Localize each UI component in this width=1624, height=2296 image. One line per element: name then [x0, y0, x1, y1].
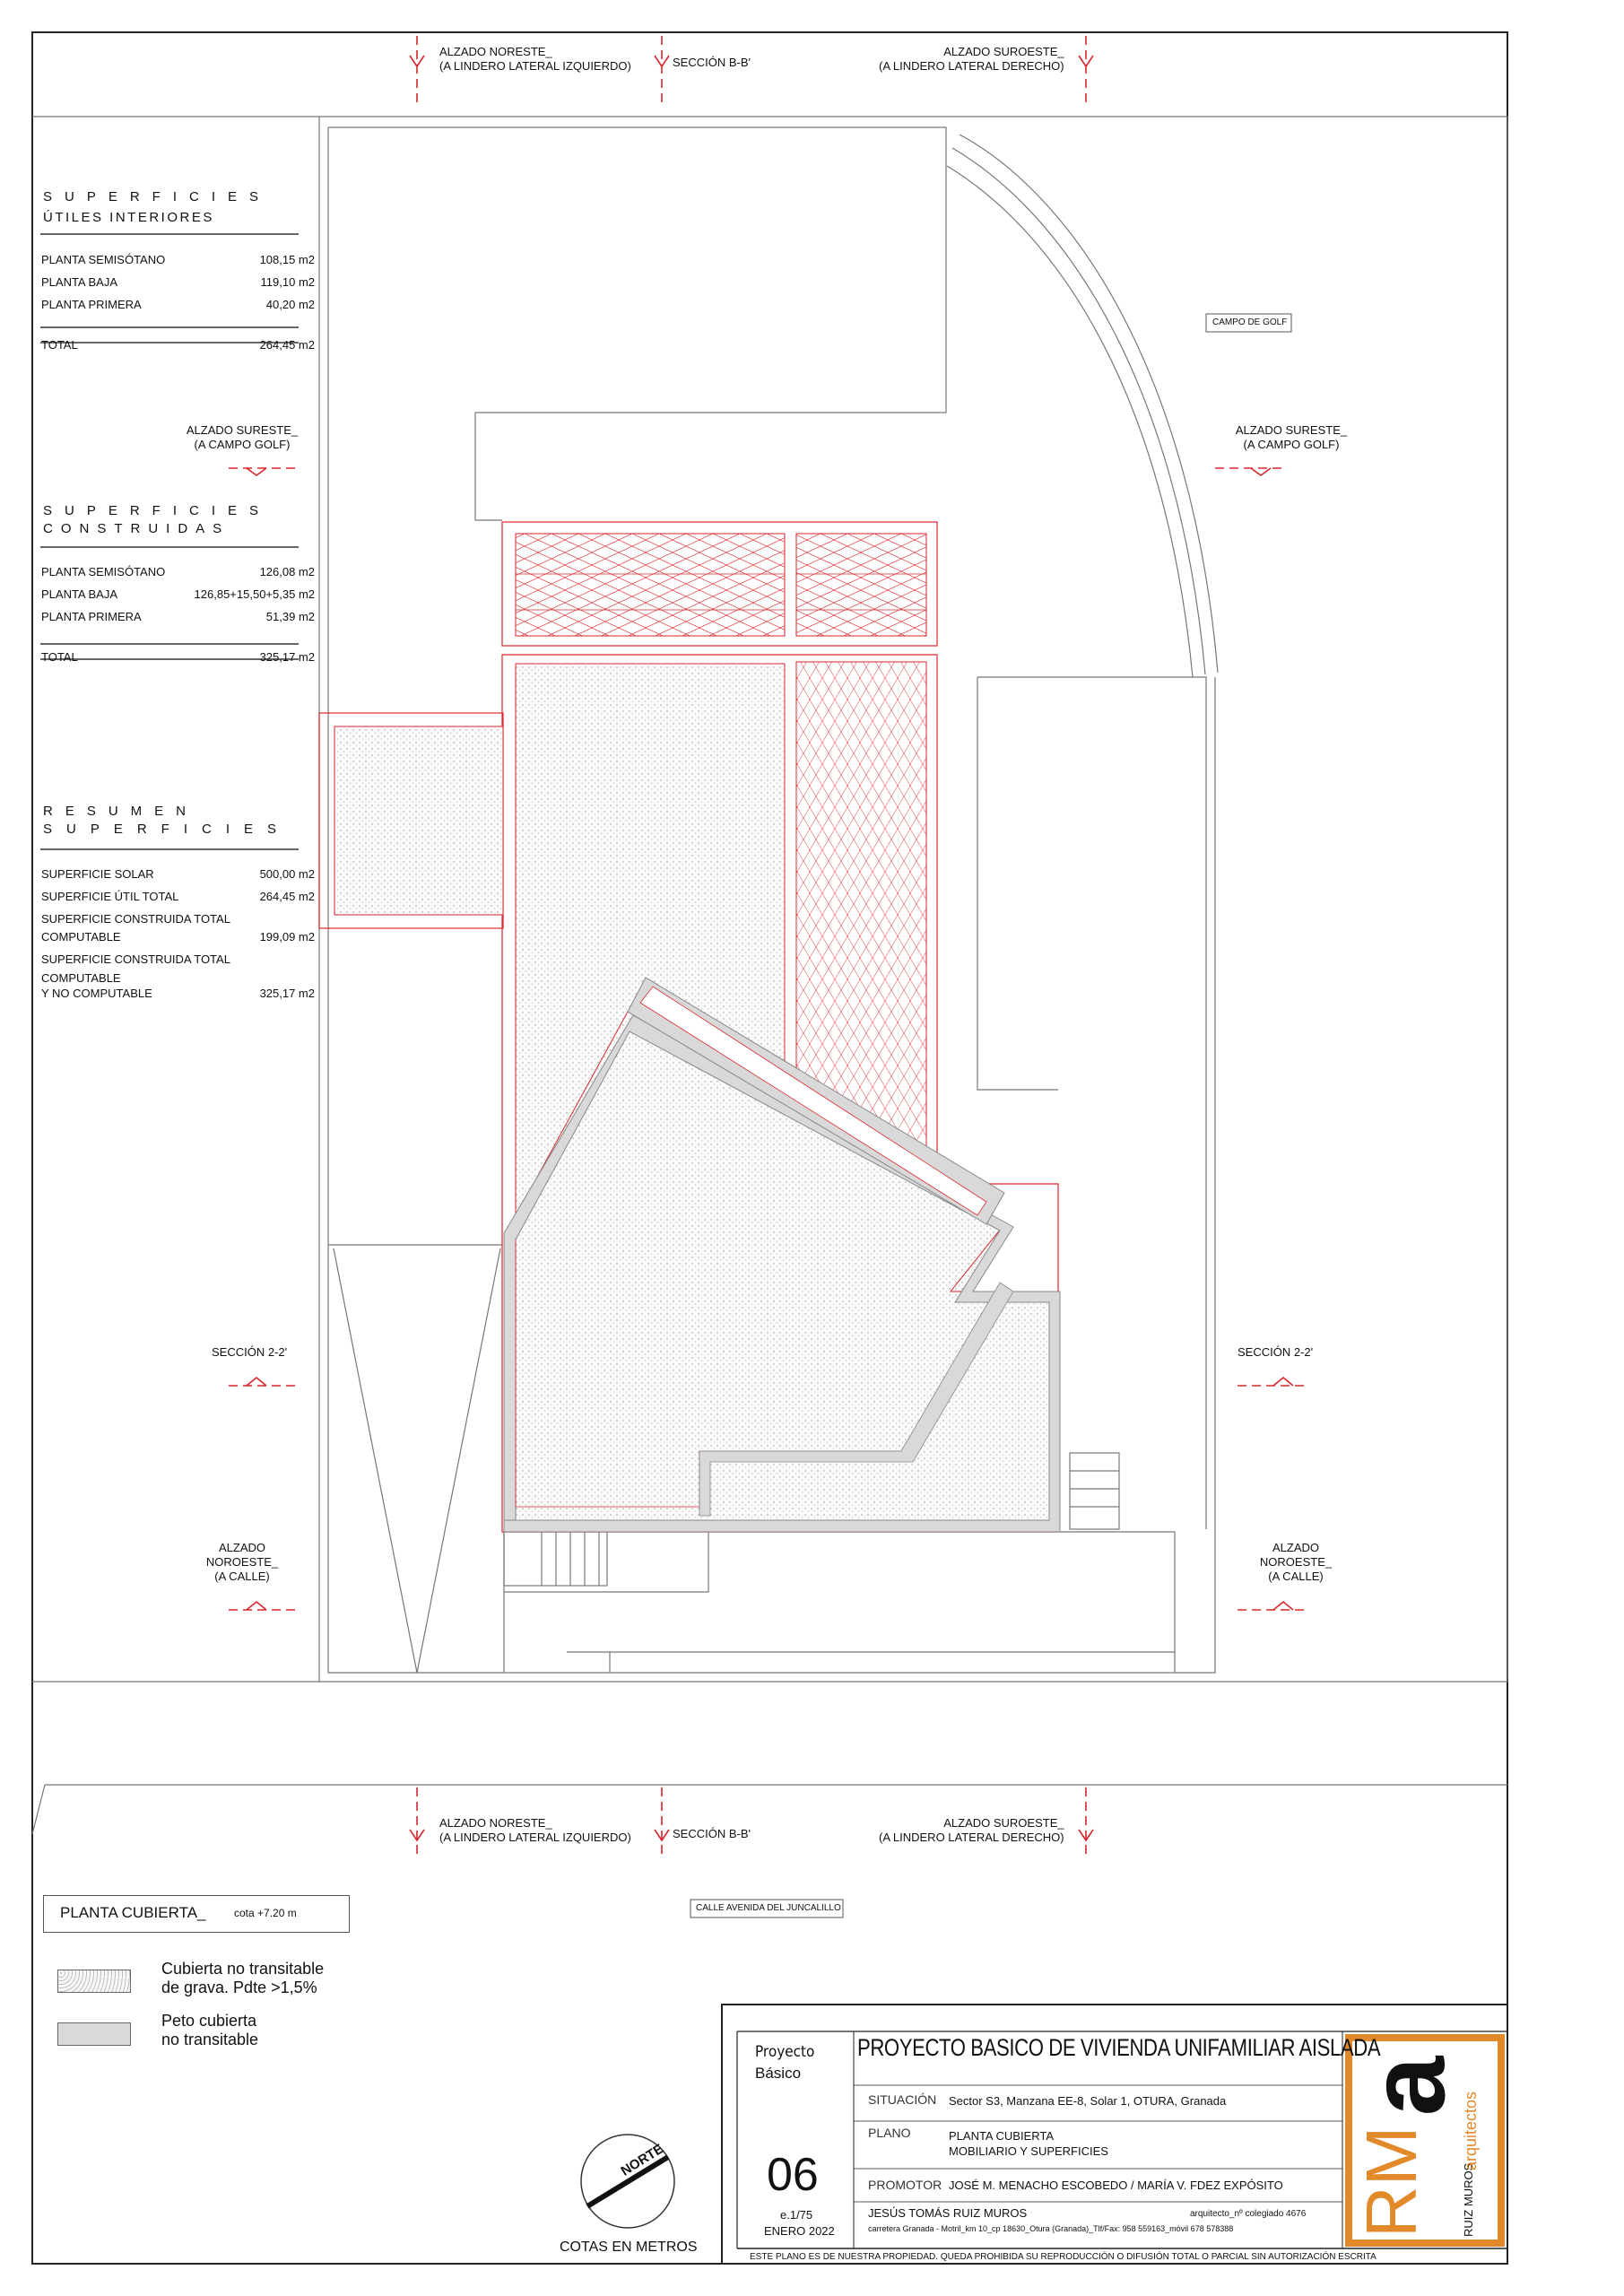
- marker-bottom-alzado-suroeste: [879, 1816, 1064, 1845]
- resumen-heading-2: SUPERFICIES: [43, 822, 291, 837]
- marker-bottom-alzado-noreste: [439, 1816, 631, 1845]
- row-label: SUPERFICIE ÚTIL TOTAL: [41, 890, 179, 903]
- row-label: Y NO COMPUTABLE: [41, 987, 152, 1000]
- north-arrow-label: NORTE: [618, 2141, 667, 2179]
- row-label: SUPERFICIE SOLAR: [41, 867, 154, 881]
- row-label: TOTAL: [41, 650, 78, 664]
- row-label: COMPUTABLE: [41, 971, 121, 985]
- logo-a-letter: a: [1347, 2056, 1468, 2117]
- project-title: PROYECTO BASICO DE VIVIENDA UNIFAMILIAR AISLADA: [857, 2034, 1381, 2061]
- legend-line: de grava. Pdte >1,5%: [161, 1979, 317, 1996]
- row-label: PLANTA PRIMERA: [41, 610, 142, 623]
- marker-seccion-22-left: SECCIÓN 2-2': [212, 1345, 288, 1359]
- legend-title: PLANTA CUBIERTA_: [60, 1904, 206, 1921]
- marker-top-alzado-noreste: [439, 45, 631, 74]
- plano-line: MOBILIARIO Y SUPERFICIES: [949, 2144, 1108, 2158]
- row-value: 126,85+15,50+5,35 m2: [194, 587, 315, 601]
- legend-title-box: [43, 1895, 350, 1933]
- scale: e.1/75: [780, 2208, 813, 2222]
- row-value: 199,09 m2: [259, 930, 315, 944]
- row-value: 51,39 m2: [265, 610, 315, 623]
- marker-line: ALZADO: [1272, 1541, 1319, 1554]
- marker-line: (A CAMPO GOLF): [1243, 438, 1340, 451]
- construidas-heading-2: CONSTRUIDAS: [43, 521, 230, 536]
- table-row: [41, 987, 315, 1000]
- row-label: PLANTA SEMISÓTANO: [41, 253, 166, 266]
- row-label: TOTAL: [41, 338, 78, 352]
- row-label: PLANTA SEMISÓTANO: [41, 565, 166, 578]
- row-value: 325,17 m2: [259, 987, 315, 1000]
- table-row: [41, 587, 315, 601]
- legend-line: Cubierta no transitable: [161, 1960, 325, 1978]
- marker-line: NOROESTE_: [205, 1555, 279, 1569]
- marker-line: NOROESTE_: [1259, 1555, 1333, 1569]
- legend-gravel-swatch: [57, 1970, 131, 1993]
- table-row: [41, 930, 315, 944]
- marker-alzado-sureste-left: [179, 423, 305, 452]
- marker-top-alzado-suroeste: [879, 45, 1064, 74]
- row-label: SUPERFICIE CONSTRUIDA TOTAL: [41, 952, 230, 966]
- disclaimer: ESTE PLANO ES DE NUESTRA PROPIEDAD. QUEDA PROHIBIDA SU REPRODUCCIÓN O DIFUSIÓN TOTAL O PARCIAL SIN AUTORIZACIÓN ESCRITA: [750, 2252, 1376, 2262]
- row-value: 126,08 m2: [259, 565, 315, 578]
- marker-alzado-noroeste-right: [1251, 1541, 1341, 1584]
- colegiado: arquitecto_nº colegiado 4676: [1190, 2209, 1307, 2219]
- row-label: PLANTA BAJA: [41, 275, 118, 289]
- row-value: 108,15 m2: [259, 253, 315, 266]
- plano-line: PLANTA CUBIERTA: [949, 2129, 1055, 2143]
- row-value: 40,20 m2: [265, 298, 315, 311]
- row-label: PLANTA BAJA: [41, 587, 118, 601]
- table-row: [41, 275, 315, 289]
- marker-line: ALZADO: [218, 1541, 265, 1554]
- address: carretera Granada - Motril_km 10_cp 18630_Otura (Granada)_Tlf/Fax: 958 559163_móvil 678 578388: [868, 2224, 1234, 2233]
- marker-line: (A CAMPO GOLF): [194, 438, 291, 451]
- marker-line: ALZADO SURESTE_: [186, 423, 299, 437]
- marker-seccion-22-right: SECCIÓN 2-2': [1238, 1345, 1314, 1359]
- situacion-value: Sector S3, Manzana EE-8, Solar 1, OTURA, Granada: [949, 2094, 1227, 2108]
- construidas-heading-1: SUPERFICIES: [43, 503, 272, 518]
- logo-brand-suffix: arquitectos: [1462, 2091, 1480, 2170]
- table-total-row: [41, 338, 315, 352]
- logo-brand-name: RUIZ MUROS: [1462, 2162, 1475, 2237]
- utiles-heading-2: ÚTILES INTERIORES: [43, 210, 214, 225]
- row-value: 325,17 m2: [259, 650, 315, 664]
- sheet-number: 06: [767, 2149, 819, 2201]
- marker-line: ALZADO NORESTE_: [439, 45, 552, 58]
- row-value: 264,45 m2: [259, 338, 315, 352]
- situacion-label: SITUACIÓN: [868, 2092, 937, 2107]
- marker-line: ALZADO SUROESTE_: [943, 45, 1064, 58]
- label-campo-de-golf: CAMPO DE GOLF: [1212, 317, 1288, 327]
- tipo-line-1: Proyecto: [755, 2043, 815, 2061]
- row-value: 264,45 m2: [259, 890, 315, 903]
- marker-line: ALZADO NORESTE_: [439, 1816, 552, 1830]
- row-label: SUPERFICIE CONSTRUIDA TOTAL: [41, 912, 230, 926]
- row-label: COMPUTABLE: [41, 930, 121, 944]
- legend-line: Peto cubierta: [161, 2012, 257, 2030]
- marker-alzado-sureste-right: [1229, 423, 1354, 452]
- legend-item-gravel: [161, 1960, 324, 1997]
- marker-line: (A LINDERO LATERAL IZQUIERDO): [439, 59, 631, 73]
- marker-bottom-seccion-bb: SECCIÓN B-B': [673, 1827, 751, 1840]
- marker-line: (A CALLE): [1268, 1570, 1324, 1583]
- table-row: [41, 565, 315, 578]
- table-row: [41, 890, 315, 903]
- promotor-value: JOSÉ M. MENACHO ESCOBEDO / MARÍA V. FDEZ EXPÓSITO: [949, 2179, 1283, 2192]
- table-total-row: [41, 650, 315, 664]
- promotor-label: PROMOTOR: [868, 2178, 942, 2192]
- table-row: [41, 867, 315, 881]
- tipo-line-2: Básico: [755, 2065, 802, 2082]
- row-value: 119,10 m2: [260, 275, 315, 289]
- legend-line: no transitable: [161, 2031, 259, 2048]
- table-row: [41, 298, 315, 311]
- marker-line: ALZADO SURESTE_: [1235, 423, 1348, 437]
- marker-line: ALZADO SUROESTE_: [943, 1816, 1064, 1830]
- marker-alzado-noroeste-left: [197, 1541, 287, 1584]
- table-row: [41, 253, 315, 266]
- row-value: 500,00 m2: [259, 867, 315, 881]
- legend-peto-swatch: [57, 2022, 131, 2046]
- marker-line: (A LINDERO LATERAL DERECHO): [879, 59, 1064, 73]
- plano-label: PLANO: [868, 2126, 911, 2140]
- marker-line: (A LINDERO LATERAL IZQUIERDO): [439, 1831, 631, 1844]
- marker-line: (A CALLE): [214, 1570, 270, 1583]
- marker-top-seccion-bb: SECCIÓN B-B': [673, 56, 751, 69]
- label-calle: CALLE AVENIDA DEL JUNCALILLO: [696, 1903, 841, 1913]
- cotas-note: COTAS EN METROS: [560, 2239, 698, 2255]
- legend-title-cota: cota +7.20 m: [234, 1907, 297, 1919]
- architect-name: JESÚS TOMÁS RUIZ MUROS: [868, 2206, 1028, 2220]
- date: ENERO 2022: [764, 2224, 835, 2238]
- utiles-heading-1: SUPERFICIES: [43, 189, 272, 204]
- legend-item-peto: [161, 2012, 258, 2049]
- table-row: [41, 610, 315, 623]
- marker-line: (A LINDERO LATERAL DERECHO): [879, 1831, 1064, 1844]
- resumen-heading-1: RESUMEN: [43, 804, 199, 819]
- row-label: PLANTA PRIMERA: [41, 298, 142, 311]
- logo-rm-letters: RM: [1351, 2126, 1431, 2238]
- plano-value: [949, 2128, 1108, 2159]
